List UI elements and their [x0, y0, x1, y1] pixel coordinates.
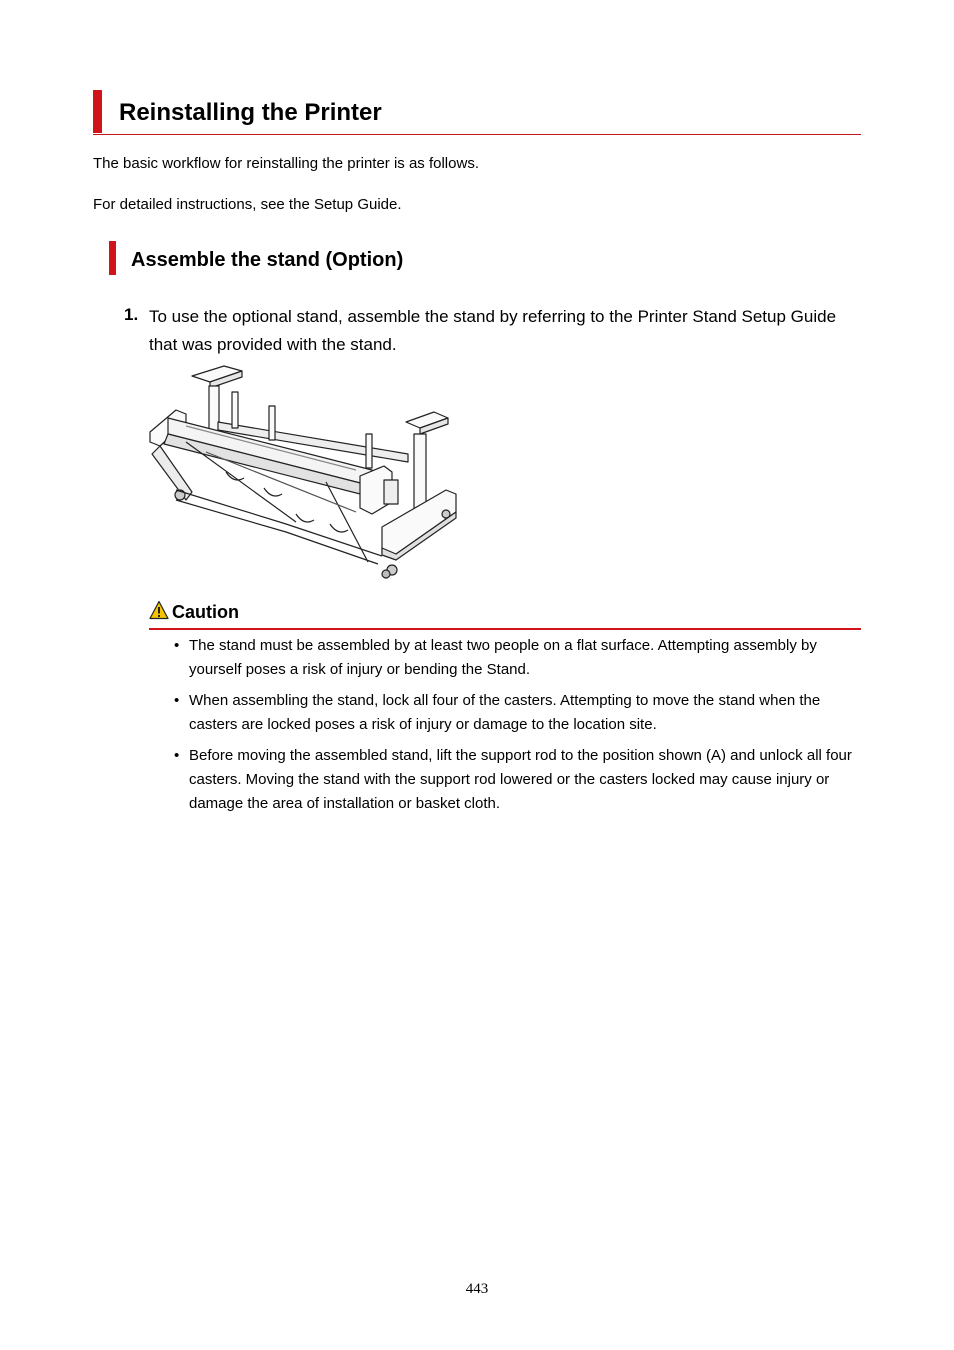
caution-item-text: The stand must be assembled by at least two people on a flat surface. Attempting assembly by yourself poses a risk of injury or bending the Stand. [189, 637, 817, 678]
caution-label: Caution [172, 602, 239, 622]
section-title: Assemble the stand (Option) [131, 249, 404, 271]
page-heading [93, 90, 861, 135]
caution-list [168, 634, 858, 823]
caution-item-text: When assembling the stand, lock all four of the casters. Attempting to move the stand when the casters are locked poses a risk of injury or damage to the location site. [189, 692, 821, 733]
intro-paragraph-2: For detailed instructions, see the Setup Guide. [93, 196, 402, 213]
caution-item [168, 634, 858, 682]
page-title: Reinstalling the Printer [119, 99, 382, 126]
caution-header [149, 600, 861, 630]
bullet-dot: • [174, 747, 180, 764]
page-number: 443 [465, 1281, 489, 1297]
heading-accent-bar [93, 90, 102, 133]
caution-item [168, 689, 858, 737]
caution-item [168, 744, 858, 816]
intro-paragraph-1: The basic workflow for reinstalling the printer is as follows. [93, 155, 479, 172]
step-text: To use the optional stand, assemble the stand by referring to the Printer Stand Setup Guide that was provided with the stand. [149, 307, 837, 354]
bullet-dot: • [174, 692, 180, 709]
caution-item-text: Before moving the assembled stand, lift the support rod to the position shown (A) and unlock all four casters. Moving the stand with the support rod lowered or the casters locked may cause injury or damage the area of installation or basket cloth. [189, 747, 852, 812]
warning-triangle-icon [149, 600, 169, 620]
section-accent-bar [109, 241, 116, 275]
step-number: 1. [124, 305, 139, 324]
bullet-dot: • [174, 637, 180, 654]
printer-stand-illustration [146, 362, 460, 584]
